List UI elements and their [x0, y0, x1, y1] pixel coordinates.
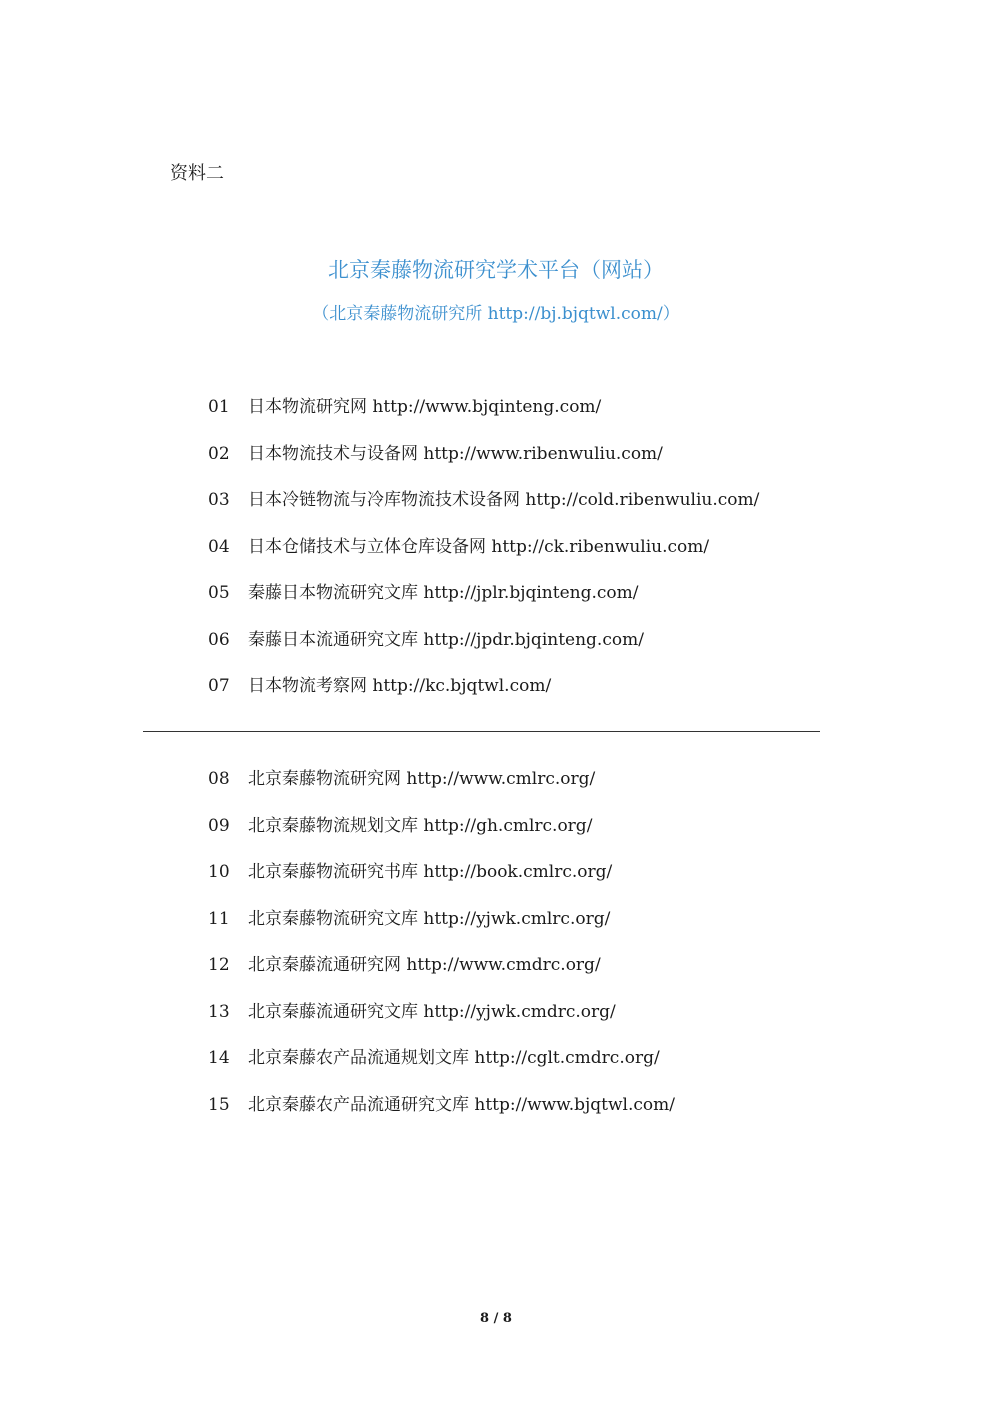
item-number: 12	[208, 955, 230, 975]
item-name: 北京秦藤物流规划文库	[248, 815, 418, 836]
item-name: 北京秦藤流通研究文库	[248, 1001, 418, 1022]
page-number: 8 / 8	[480, 1311, 512, 1326]
list-item	[208, 628, 759, 675]
item-name: 北京秦藤流通研究网	[248, 955, 401, 975]
item-url[interactable]: http://www.bjqinteng.com/	[372, 397, 602, 417]
item-number: 08	[208, 769, 230, 789]
list-item	[208, 581, 759, 628]
list-item	[208, 488, 759, 535]
item-number: 03	[208, 490, 230, 510]
list-item	[208, 907, 675, 954]
list-item	[208, 1000, 675, 1047]
item-name: 日本物流技术与设备网	[248, 443, 418, 464]
item-url[interactable]: http://cglt.cmdrc.org/	[474, 1048, 660, 1068]
item-url[interactable]: http://jpdr.bjqinteng.com/	[423, 629, 644, 650]
item-number: 15	[208, 1094, 230, 1115]
item-name: 秦藤日本物流研究文库	[248, 583, 418, 603]
item-number: 13	[208, 1001, 230, 1022]
list-item	[208, 767, 675, 814]
item-name: 秦藤日本流通研究文库	[248, 629, 418, 650]
item-name: 北京秦藤物流研究文库	[248, 908, 418, 929]
item-number: 05	[208, 583, 230, 603]
item-number: 10	[208, 862, 230, 882]
item-url[interactable]: http://ck.ribenwuliu.com/	[491, 536, 710, 557]
website-list-beijing	[208, 767, 675, 1139]
item-number: 04	[208, 536, 230, 557]
item-number: 06	[208, 629, 230, 650]
item-number: 01	[208, 397, 230, 417]
item-url[interactable]: http://www.cmlrc.org/	[406, 769, 596, 789]
item-name: 日本物流研究网	[248, 397, 367, 417]
item-url[interactable]: http://yjwk.cmdrc.org/	[423, 1001, 616, 1022]
item-url[interactable]: http://cold.ribenwuliu.com/	[525, 490, 760, 510]
section-label: 资料二	[170, 163, 224, 184]
list-item	[208, 860, 675, 907]
page-title: 北京秦藤物流研究学术平台（网站）	[328, 258, 664, 282]
item-number: 07	[208, 676, 230, 696]
item-url[interactable]: http://jplr.bjqinteng.com/	[423, 583, 639, 603]
item-url[interactable]: http://gh.cmlrc.org/	[423, 815, 593, 836]
item-number: 02	[208, 443, 230, 464]
item-name: 日本冷链物流与冷库物流技术设备网	[248, 490, 520, 510]
page-subtitle: （北京秦藤物流研究所 http://bj.bjqtwl.com/）	[312, 304, 680, 324]
list-item	[208, 442, 759, 489]
item-number: 14	[208, 1048, 230, 1068]
item-name: 北京秦藤物流研究书库	[248, 862, 418, 882]
item-url[interactable]: http://www.cmdrc.org/	[406, 955, 601, 975]
item-name: 北京秦藤物流研究网	[248, 769, 401, 789]
list-item	[208, 814, 675, 861]
item-name: 日本物流考察网	[248, 676, 367, 696]
list-item	[208, 535, 759, 582]
list-item	[208, 953, 675, 1000]
website-list-japan	[208, 395, 759, 721]
item-name: 北京秦藤农产品流通研究文库	[248, 1094, 469, 1115]
item-url[interactable]: http://kc.bjqtwl.com/	[372, 676, 552, 696]
item-number: 09	[208, 815, 230, 836]
list-item	[208, 395, 759, 442]
item-name: 日本仓储技术与立体仓库设备网	[248, 536, 486, 557]
item-url[interactable]: http://yjwk.cmlrc.org/	[423, 908, 611, 929]
list-item	[208, 1093, 675, 1140]
item-url[interactable]: http://book.cmlrc.org/	[423, 862, 613, 882]
item-url[interactable]: http://www.ribenwuliu.com/	[423, 443, 663, 464]
list-item	[208, 1046, 675, 1093]
item-number: 11	[208, 908, 230, 929]
section-divider	[143, 731, 820, 732]
item-url[interactable]: http://www.bjqtwl.com/	[474, 1094, 675, 1115]
item-name: 北京秦藤农产品流通规划文库	[248, 1048, 469, 1068]
list-item	[208, 674, 759, 721]
